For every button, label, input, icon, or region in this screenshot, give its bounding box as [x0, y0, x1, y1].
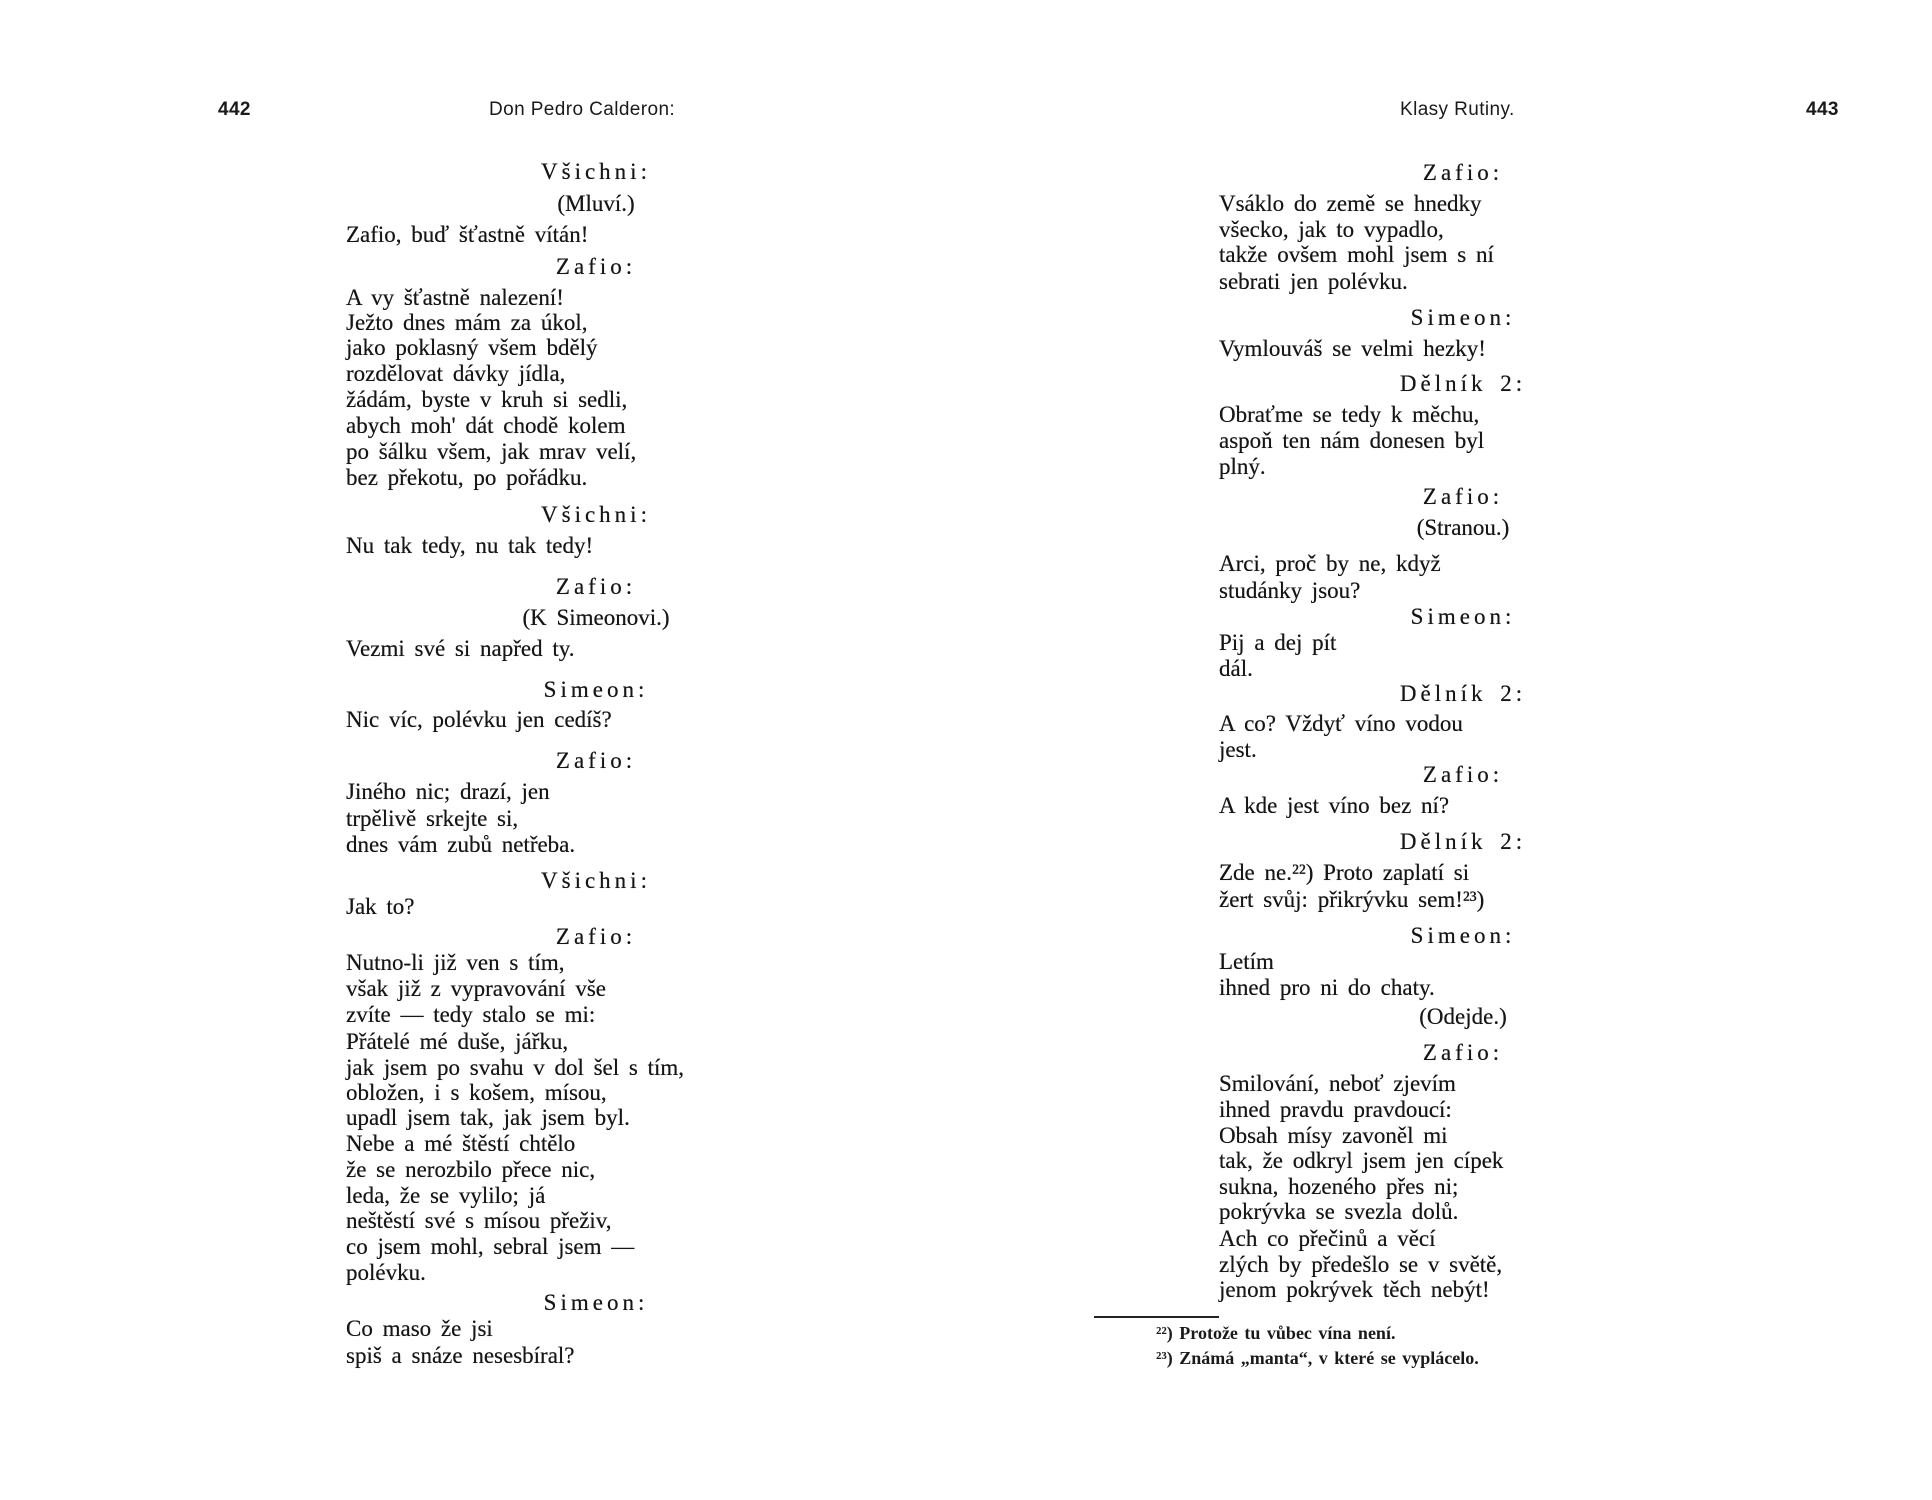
verse-line: Obsah mísy zavoněl mi	[1219, 1123, 1448, 1148]
verse-line: polévku.	[346, 1260, 426, 1285]
verse-line: upadl jsem tak, jak jsem byl.	[346, 1105, 630, 1130]
verse-line: A co? Vždyť víno vodou	[1219, 711, 1463, 736]
stage-direction: (Stranou.)	[1416, 515, 1510, 540]
verse-line: Nu tak tedy, nu tak tedy!	[346, 533, 594, 558]
speaker-name: Dělník 2:	[1399, 371, 1527, 396]
verse-line: Co maso že jsi	[346, 1316, 493, 1341]
verse-line: zvíte — tedy stalo se mi:	[346, 1002, 596, 1027]
verse-line: Nebe a mé štěstí chtělo	[346, 1131, 576, 1156]
verse-line: Vezmi své si napřed ty.	[346, 636, 575, 661]
speaker-name: Simeon:	[1410, 604, 1516, 629]
verse-line: zlých by předešlo se v světě,	[1219, 1252, 1503, 1277]
stage-direction: (Mluví.)	[557, 191, 635, 216]
speaker-name: Zafio:	[1422, 762, 1504, 787]
page-number: 443	[1806, 99, 1839, 120]
verse-line: pokrývka se svezla dolů.	[1219, 1199, 1459, 1224]
speaker-name: Simeon:	[1410, 923, 1516, 948]
verse-line: Pij a dej pít	[1219, 630, 1337, 655]
stage-direction: (Odejde.)	[1419, 1004, 1507, 1029]
verse-line: A vy šťastně nalezení!	[346, 285, 564, 310]
speaker-name: Zafio:	[1422, 160, 1504, 185]
verse-line: rozdělovat dávky jídla,	[346, 361, 566, 386]
speaker-name: Zafio:	[1422, 484, 1504, 509]
verse-line: ihned pro ni do chaty.	[1219, 975, 1435, 1000]
verse-line: tak, že odkryl jsem jen cípek	[1219, 1148, 1504, 1173]
speaker-name: Zafio:	[555, 748, 637, 773]
running-head: Don Pedro Calderon:	[489, 99, 676, 120]
verse-line: Nutno-li již ven s tím,	[346, 950, 565, 975]
verse-line: žert svůj: přikrývku sem!²³)	[1219, 887, 1485, 912]
speaker-name: Všichni:	[541, 502, 651, 527]
verse-line: Vsáklo do země se hnedky	[1219, 191, 1482, 216]
right-page	[966, 0, 1932, 1500]
verse-line: že se nerozbilo přece nic,	[346, 1157, 596, 1182]
verse-line: aspoň ten nám donesen byl	[1219, 428, 1485, 453]
verse-line: jak jsem po svahu v dol šel s tím,	[346, 1055, 685, 1080]
verse-line: leda, že se vylilo; já	[346, 1183, 546, 1208]
verse-line: co jsem mohl, sebral jsem —	[346, 1234, 635, 1259]
speaker-name: Zafio:	[555, 574, 637, 599]
verse-line: Vymlouváš se velmi hezky!	[1219, 336, 1486, 361]
running-head: Klasy Rutiny.	[1400, 99, 1515, 120]
verse-line: Arci, proč by ne, když	[1219, 551, 1441, 576]
verse-line: Zafio, buď šťastně vítán!	[346, 222, 589, 247]
verse-line: trpělivě srkejte si,	[346, 806, 519, 831]
verse-line: neštěstí své s mísou přeživ,	[346, 1208, 612, 1233]
verse-line: abych moh' dát chodě kolem	[346, 413, 626, 438]
verse-line: bez překotu, po pořádku.	[346, 465, 588, 490]
verse-line: Obraťme se tedy k měchu,	[1219, 402, 1480, 427]
footnote: ²²) Protože tu vůbec vína není.	[1156, 1323, 1396, 1343]
footnote-rule	[1094, 1316, 1219, 1318]
verse-line: studánky jsou?	[1219, 578, 1361, 603]
speaker-name: Simeon:	[1410, 305, 1516, 330]
verse-line: sukna, hozeného přes ni;	[1219, 1174, 1459, 1199]
verse-line: jest.	[1219, 737, 1257, 762]
speaker-name: Zafio:	[555, 924, 637, 949]
verse-line: dnes vám zubů netřeba.	[346, 832, 576, 857]
verse-line: Letím	[1219, 949, 1274, 974]
verse-line: jako poklasný všem bdělý	[346, 335, 598, 360]
speaker-name: Dělník 2:	[1399, 829, 1527, 854]
verse-line: ihned pravdu pravdoucí:	[1219, 1097, 1452, 1122]
footnote: ²³) Známá „manta“, v které se vyplácelo.	[1156, 1348, 1479, 1368]
speaker-name: Všichni:	[541, 868, 651, 893]
speaker-name: Simeon:	[543, 677, 649, 702]
verse-line: spiš a snáze nesesbíral?	[346, 1343, 575, 1368]
verse-line: Přátelé mé duše, jářku,	[346, 1029, 569, 1054]
speaker-name: Simeon:	[543, 1290, 649, 1315]
verse-line: žádám, byste v kruh si sedli,	[346, 387, 628, 412]
verse-line: dál.	[1219, 656, 1253, 681]
speaker-name: Dělník 2:	[1399, 681, 1527, 706]
speaker-name: Všichni:	[541, 159, 651, 184]
verse-line: však již z vypravování vše	[346, 976, 606, 1001]
verse-line: Jak to?	[346, 894, 415, 919]
verse-line: po šálku všem, jak mrav velí,	[346, 439, 637, 464]
page-number: 442	[218, 99, 251, 120]
verse-line: Ach co přečinů a věcí	[1219, 1226, 1436, 1251]
speaker-name: Zafio:	[1422, 1040, 1504, 1065]
verse-line: Nic víc, polévku jen cedíš?	[346, 707, 612, 732]
stage-direction: (K Simeonovi.)	[522, 605, 670, 630]
verse-line: Zde ne.²²) Proto zaplatí si	[1219, 860, 1470, 885]
verse-line: jenom pokrývek těch nebýt!	[1219, 1277, 1490, 1302]
speaker-name: Zafio:	[555, 254, 637, 279]
verse-line: obložen, i s košem, mísou,	[346, 1080, 607, 1105]
verse-line: takže ovšem mohl jsem s ní	[1219, 242, 1494, 267]
verse-line: A kde jest víno bez ní?	[1219, 793, 1450, 818]
verse-line: Smilování, neboť zjevím	[1219, 1071, 1456, 1096]
verse-line: Jiného nic; drazí, jen	[346, 779, 550, 804]
verse-line: všecko, jak to vypadlo,	[1219, 217, 1444, 242]
verse-line: Ježto dnes mám za úkol,	[346, 310, 588, 335]
verse-line: plný.	[1219, 454, 1266, 479]
verse-line: sebrati jen polévku.	[1219, 269, 1408, 294]
